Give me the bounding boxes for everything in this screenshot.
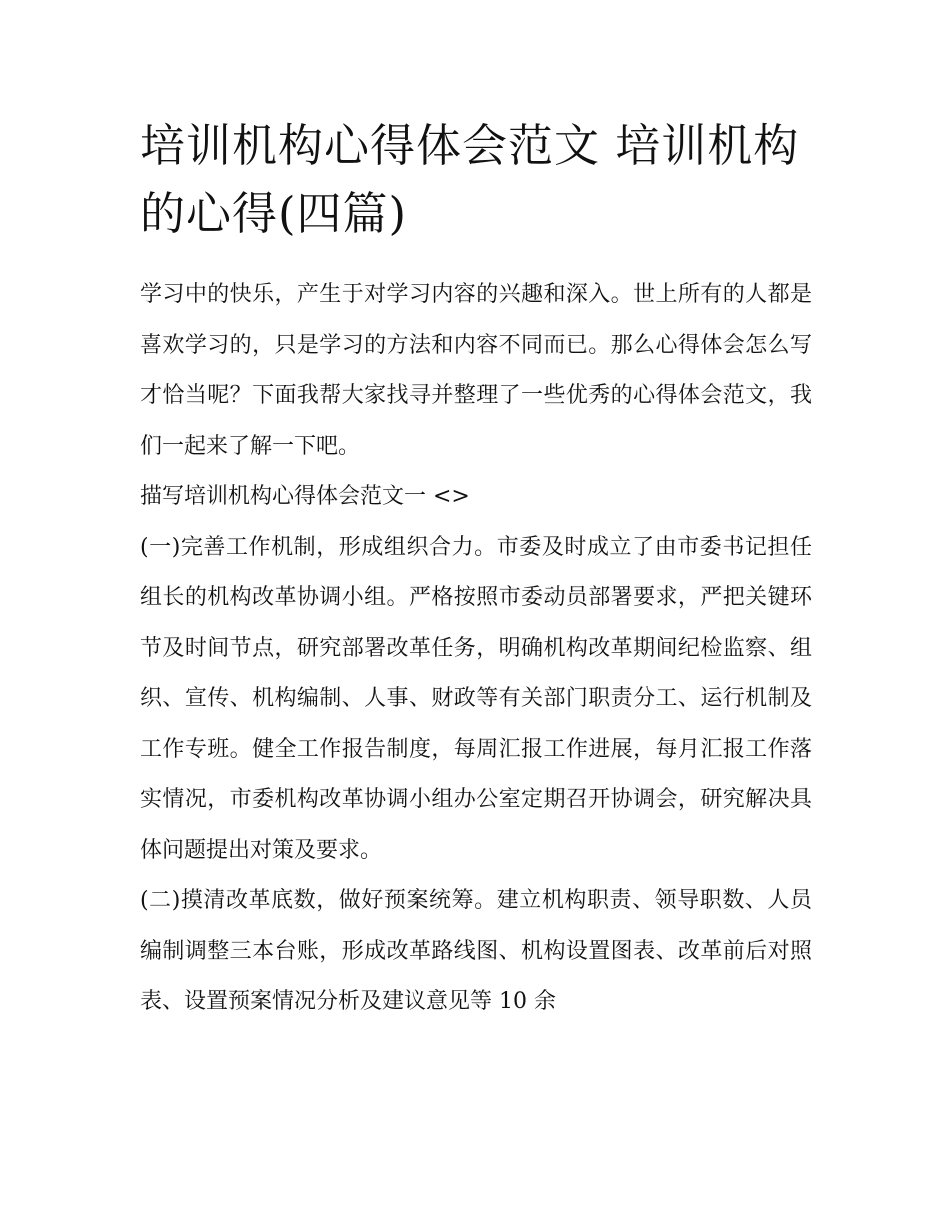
document-body (140, 112, 812, 1028)
document-title: 培训机构心得体会范文 培训机构的心得(四篇) (140, 119, 800, 240)
section-heading: 描写培训机构心得体会范文一 <> (140, 484, 470, 509)
body-paragraph-1: (一)完善工作机制，形成组织合力。市委及时成立了由市委书记担任组长的机构改革协调小组。严格按照市委动员部署要求，严把关键环节及时间节点，研究部署改革任务，明确机构改革期间纪检监察、组织、宣传、机构编制、人事、财政等有关部门职责分工、运行机制及工作专班。健全工作报告制度，每周汇报工作进展，每月汇报工作落实情况，市委机构改革协调小组办公室定期召开协调会，研究解决具体问题提出对策及要求。 (140, 534, 812, 863)
body-paragraph-2: (二)摸清改革底数，做好预案统筹。建立机构职责、领导职数、人员编制调整三本台账，形成改革路线图、机构设置图表、改革前后对照表、设置预案情况分析及建议意见等 10 余 (140, 888, 812, 1014)
intro-paragraph: 学习中的快乐，产生于对学习内容的兴趣和深入。世上所有的人都是喜欢学习的，只是学习的方法和内容不同而已。那么心得体会怎么写才恰当呢？下面我帮大家找寻并整理了一些优秀的心得体会范文，我们一起来了解一下吧。 (140, 282, 812, 459)
